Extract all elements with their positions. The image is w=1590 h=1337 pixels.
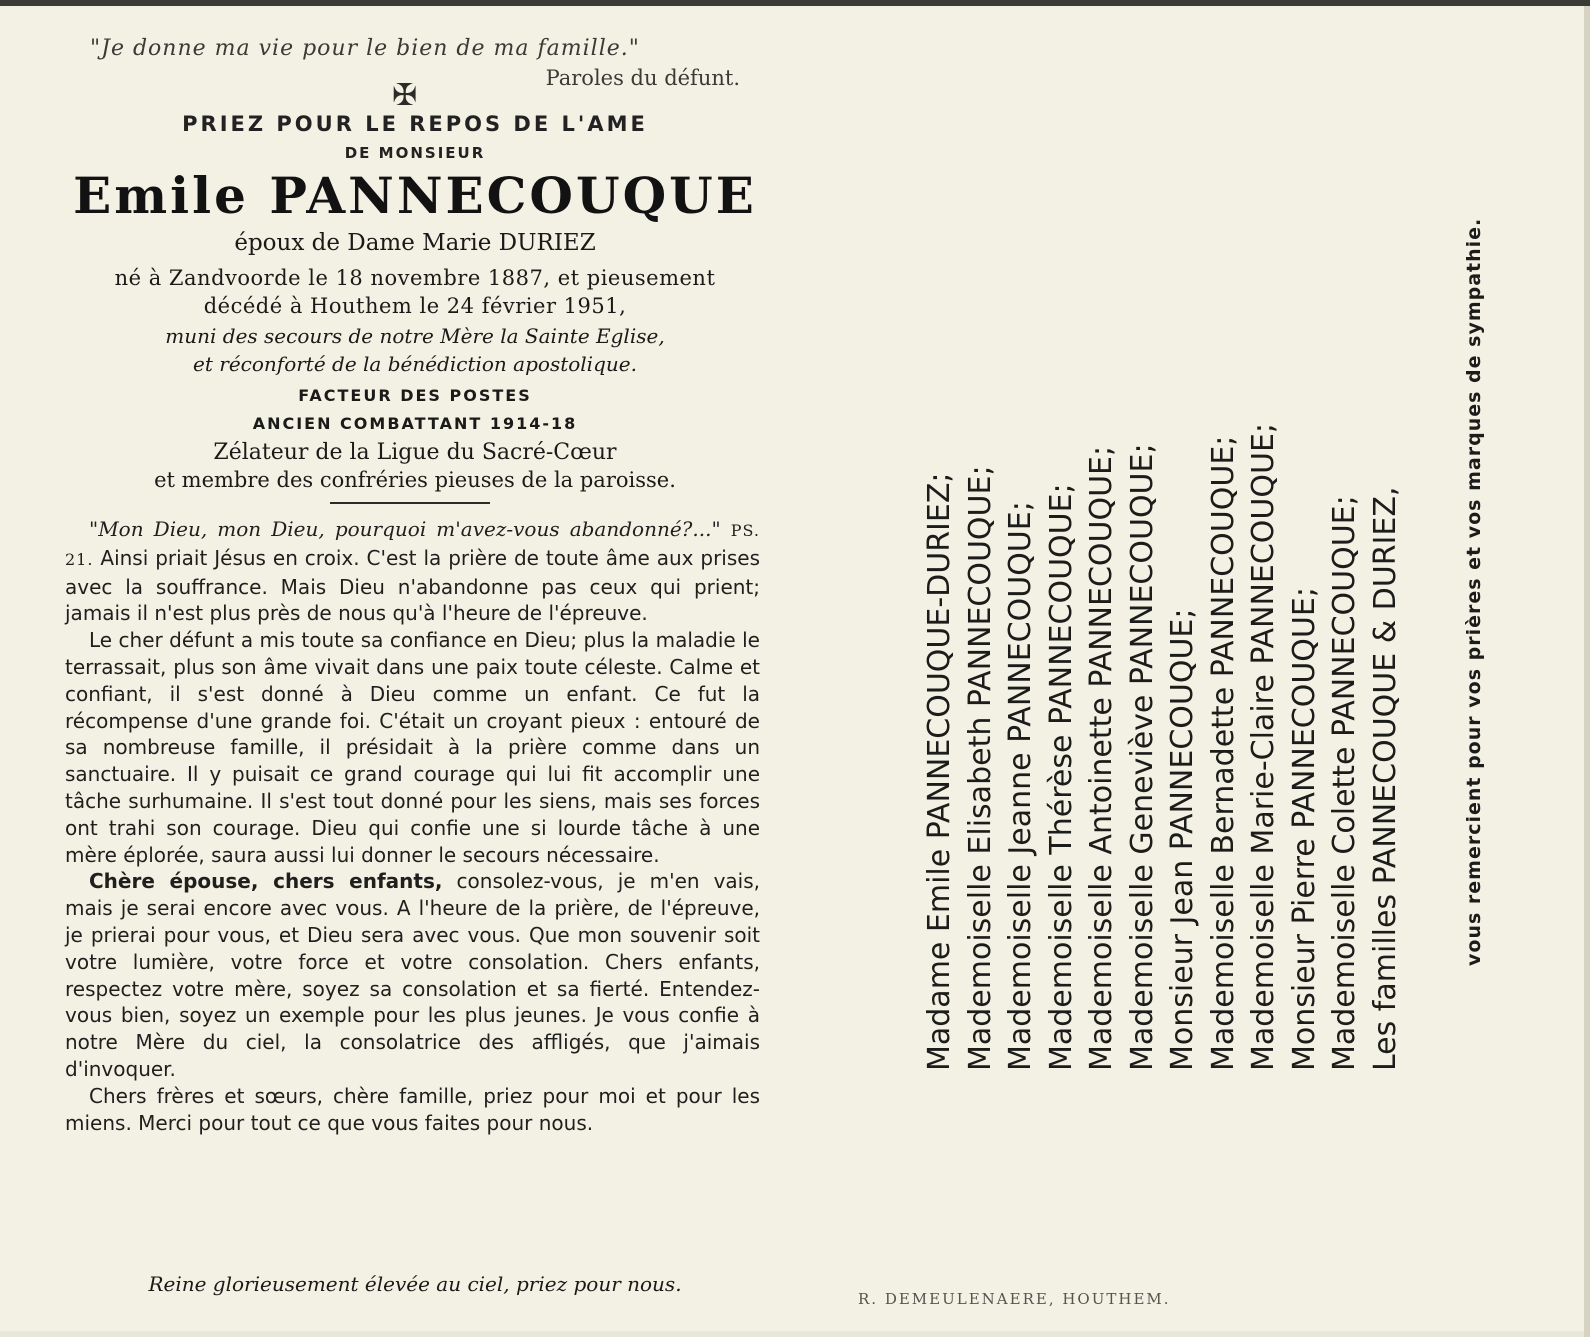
occupation-line: FACTEUR DES POSTES <box>298 386 532 405</box>
mourner-row: Mademoiselle Thérèse PANNECOUQUE; <box>1043 483 1079 1071</box>
confraternity-line: et membre des confréries pieuses de la paroisse. <box>154 468 676 492</box>
meditation-paragraph <box>65 516 760 627</box>
mourner-row: Mademoiselle Colette PANNECOUQUE; <box>1327 495 1362 1071</box>
mourner-row: Mademoiselle Geneviève PANNECOUQUE; <box>1124 443 1160 1071</box>
mourner-row: Mademoiselle Antoinette PANNECOUQUE; <box>1084 445 1119 1071</box>
sacraments-line: muni des secours de notre Mère la Sainte Eglise, <box>165 324 665 348</box>
veteran-line: ANCIEN COMBATTANT 1914-18 <box>252 414 578 433</box>
mourner-row: Monsieur Pierre PANNECOUQUE; <box>1286 587 1322 1071</box>
quote-source: Paroles du défunt. <box>545 66 740 90</box>
mourner-row: Les familles PANNECOUQUE & DURIEZ, <box>1367 486 1403 1071</box>
mourner-row: Monsieur Jean PANNECOUQUE; <box>1165 608 1200 1071</box>
farewell-lead: Chère épouse, chers enfants, <box>89 869 443 894</box>
mourners-list <box>920 71 1403 1071</box>
prayer-subheading: DE MONSIEUR <box>344 144 486 162</box>
mourner-row: Mademoiselle Bernadette PANNECOUQUE; <box>1205 435 1241 1071</box>
left-panel <box>60 6 770 1337</box>
right-panel <box>800 6 1590 1337</box>
deceased-name: Emile PANNECOUQUE <box>73 166 757 225</box>
mourner-row: Mademoiselle Marie-Claire PANNECOUQUE; <box>1246 422 1281 1071</box>
psalm-reference: PS. 21. <box>65 521 760 569</box>
psalm-quote: "Mon Dieu, mon Dieu, pourquoi m'avez-vous abandonné?..." <box>89 517 721 541</box>
meditation-paragraph: Le cher défunt a mis toute sa confiance en Dieu; plus la maladie le terrassait, plus son âme vivait dans une paix toute céleste. Calme et confiant, il s'est donné à Dieu comme un enfant. Ce fut la récompense d'une grande foi. C'était un croyant pieux : entouré de sa nombreuse famille, il présidait à la prière comme dans un sanctuaire. Il y puisait ce grand courage qui lui fit accomplir une tâche surhumaine. Il s'est tout donné pour les siens, mais ses forces ont trahi son courage. Dieu qui confie une si lourde tâche à une mère éplorée, saura aussi lui donner le secours nécessaire. <box>65 628 760 867</box>
mourner-row: Madame Emile PANNECOUQUE-DURIEZ; <box>922 472 957 1071</box>
meditation-paragraph <box>65 868 760 1082</box>
thanks-line: vous remercient pour vos prières et vos marques de sympathie. <box>1463 217 1485 966</box>
prayer-heading: PRIEZ POUR LE REPOS DE L'AME <box>182 112 648 136</box>
blessing-line: et réconforté de la bénédiction apostolique. <box>193 352 637 376</box>
deceased-quote: "Je donne ma vie pour le bien de ma famille." <box>90 36 640 61</box>
cross-icon: ✠ <box>392 78 418 113</box>
meditation-text-1: Ainsi priait Jésus en croix. C'est la prière de toute âme aux prises avec la souffrance. Mais Dieu n'abandonne pas ceux qui prient; jamais il n'est plus près de nous qu'à l'heure de l'épreuve. <box>65 545 761 626</box>
printer-imprint: R. DEMEULENAERE, HOUTHEM. <box>858 1290 1171 1308</box>
death-line: décédé à Houthem le 24 février 1951, <box>203 294 627 318</box>
spouse-line: époux de Dame Marie DURIEZ <box>234 230 596 256</box>
religious-role-line: Zélateur de la Ligue du Sacré-Cœur <box>213 440 617 465</box>
birth-line: né à Zandvoorde le 18 novembre 1887, et pieusement <box>114 266 716 290</box>
mourner-row: Mademoiselle Jeanne PANNECOUQUE; <box>1003 501 1038 1071</box>
divider-rule <box>330 502 490 504</box>
meditation-paragraph: Chers frères et sœurs, chère famille, priez pour moi et pour les miens. Merci pour tout ce que vous faites pour nous. <box>65 1083 760 1135</box>
mourner-row: Mademoiselle Elisabeth PANNECOUQUE; <box>962 465 998 1071</box>
final-prayer: Reine glorieusement élevée au ciel, priez pour nous. <box>148 1272 682 1296</box>
meditation-text <box>65 516 760 1136</box>
farewell-text: consolez-vous, je m'en vais, mais je serai encore avec vous. A l'heure de la prière, de l'épreuve, je prierai pour vous, et Dieu sera avec vous. Que mon souvenir soit votre lumière, votre force et votre consolation. Chers enfants, respectez votre mère, soyez sa consolation et sa fierté. Entendez-vous bien, soyez un exemple pour les plus jeunes. Je vous confie à notre Mère du ciel, la consolatrice des affligés, que j'aimais d'invoquer. <box>65 869 761 1081</box>
